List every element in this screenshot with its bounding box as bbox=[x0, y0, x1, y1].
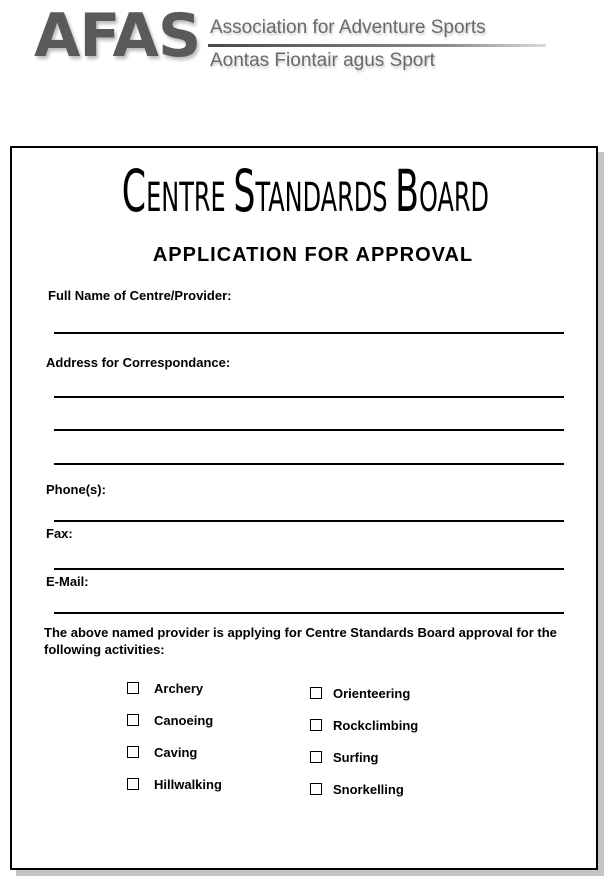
address-field-line-2[interactable] bbox=[54, 429, 564, 431]
full-name-label: Full Name of Centre/Provider: bbox=[48, 288, 232, 303]
application-statement: The above named provider is applying for Centre Standards Board approval for the following activities: bbox=[44, 625, 557, 657]
orienteering-checkbox[interactable] bbox=[310, 687, 322, 699]
rockclimbing-checkbox[interactable] bbox=[310, 719, 322, 731]
surfing-checkbox[interactable] bbox=[310, 751, 322, 763]
activity-label: Surfing bbox=[333, 750, 379, 765]
phone-label: Phone(s): bbox=[46, 482, 106, 497]
header-divider bbox=[208, 44, 546, 47]
activity-label: Archery bbox=[154, 681, 204, 696]
snorkelling-checkbox[interactable] bbox=[310, 783, 322, 795]
board-title-initial-1: C bbox=[121, 157, 147, 225]
activity-label: Snorkelling bbox=[333, 782, 404, 797]
board-title-initial-2: S bbox=[233, 157, 256, 225]
archery-checkbox[interactable] bbox=[127, 682, 139, 694]
fax-label: Fax: bbox=[46, 526, 73, 541]
address-label: Address for Correspondance: bbox=[46, 355, 231, 370]
activity-label: Rockclimbing bbox=[333, 718, 419, 733]
board-title bbox=[121, 157, 490, 225]
board-title-word-3-rest: OARD bbox=[418, 175, 490, 221]
board-title-word-2-rest: TANDARDS bbox=[255, 175, 388, 221]
hillwalking-checkbox[interactable] bbox=[127, 778, 139, 790]
phone-field[interactable] bbox=[54, 520, 564, 522]
fax-field[interactable] bbox=[54, 568, 564, 570]
email-label: E-Mail: bbox=[46, 574, 89, 589]
board-title-initial-3: B bbox=[395, 157, 419, 225]
email-field[interactable] bbox=[54, 612, 564, 614]
board-title-word-1-rest: ENTRE bbox=[146, 175, 226, 221]
org-name-english: Association for Adventure Sports bbox=[210, 17, 486, 38]
activity-label: Caving bbox=[154, 745, 198, 760]
activity-label: Orienteering bbox=[333, 686, 411, 701]
afas-logo: AFAS bbox=[34, 1, 201, 71]
address-field-line-3[interactable] bbox=[54, 463, 564, 465]
form-title: APPLICATION FOR APPROVAL bbox=[152, 244, 474, 266]
canoeing-checkbox[interactable] bbox=[127, 714, 139, 726]
activity-label: Canoeing bbox=[154, 713, 214, 728]
org-name-irish: Aontas Fiontair agus Sport bbox=[210, 50, 435, 71]
full-name-field[interactable] bbox=[54, 332, 564, 334]
caving-checkbox[interactable] bbox=[127, 746, 139, 758]
address-field-line-1[interactable] bbox=[54, 396, 564, 398]
activity-label: Hillwalking bbox=[154, 777, 222, 792]
